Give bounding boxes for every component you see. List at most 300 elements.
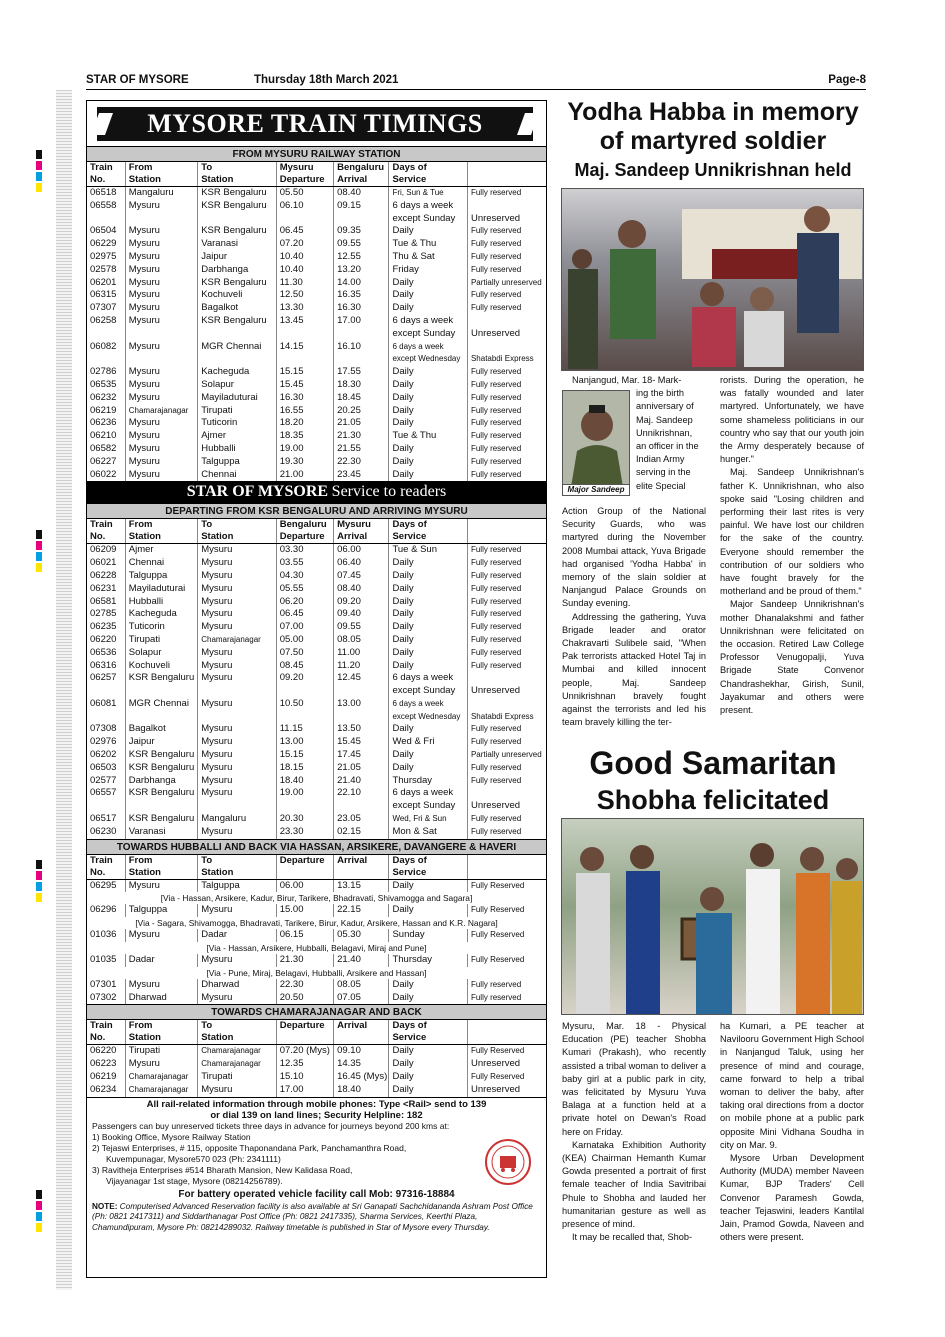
table-cell: 12.35 <box>276 1058 333 1071</box>
booking-item: 2) Tejaswi Enterprises, # 115, opposite Thaponandana Park, Panchamanthra Road, <box>92 1142 407 1153</box>
text-line: ing the birth <box>636 388 685 399</box>
route-via-text: [Via - Pune, Miraj, Belagavi, Hubballi, Arsikere and Hassan] <box>206 967 427 978</box>
table-cell: 06219 <box>90 1071 117 1083</box>
table-cell: Fully reserved <box>467 251 546 264</box>
table-cell: 05.55 <box>276 583 333 596</box>
train-row <box>87 456 546 469</box>
table-cell: Fully reserved <box>467 443 546 456</box>
felicitation-photo <box>561 818 864 1015</box>
paragraph: Major Sandeep Unnikrishnan's mother Dhanalakshmi and father Unnikrishnan were felicitated on the occasion. Retired Law College Professor Venugopalji, Yuva Brigade State Convenor Chandrashekhar, Girish, Sunil, Jayakumar and others were present. <box>720 599 864 716</box>
table-cell: 02578 <box>90 263 117 275</box>
table-cell: Unreserved <box>467 1084 546 1097</box>
table-cell: Solapur <box>125 647 197 660</box>
table-cell: Fully Reserved <box>467 879 546 892</box>
section-title: TOWARDS HUBBALLI AND BACK VIA HASSAN, ARSIKERE, DAVANGERE & HAVERI <box>87 839 546 855</box>
table-cell: 09.35 <box>334 225 389 238</box>
table-cell: Varanasi <box>125 826 197 839</box>
table-cell: 06081 <box>90 697 117 709</box>
table-cell: Daily <box>389 621 468 634</box>
table-cell: Unreserved <box>467 787 546 813</box>
table-cell: Mysuru <box>198 583 277 596</box>
table-cell: Mysuru <box>125 302 197 315</box>
table-cell: 18.40 <box>276 775 333 788</box>
table-cell: Chennai <box>198 469 277 482</box>
table-cell: 02975 <box>90 250 117 262</box>
table-cell: 21.00 <box>276 469 333 482</box>
table-cell: 08.45 <box>276 660 333 673</box>
column-header: Days of Service <box>389 162 468 187</box>
timetable-from-mysuru <box>87 162 546 481</box>
table-cell: 10.50 <box>276 698 333 724</box>
table-cell: 21.05 <box>334 417 389 430</box>
table-cell: 07.50 <box>276 647 333 660</box>
table-cell: Fully reserved <box>467 379 546 392</box>
table-cell: 07.20 <box>276 238 333 251</box>
table-cell: Shatabdi Express <box>467 341 546 367</box>
table-cell: 21.40 <box>334 775 389 788</box>
train-row <box>87 879 546 892</box>
column-header <box>467 855 546 880</box>
table-cell: 02976 <box>90 736 117 748</box>
table-cell: Fully reserved <box>467 417 546 430</box>
column-header: Bengaluru Departure <box>276 519 333 544</box>
table-cell: Fully Reserved <box>467 929 546 942</box>
table-cell: Mysuru <box>125 979 197 992</box>
table-cell: Fully reserved <box>467 596 546 609</box>
table-cell: Mysuru <box>125 879 197 892</box>
table-cell: Daily <box>389 1071 468 1084</box>
train-row <box>87 1058 546 1071</box>
train-row <box>87 570 546 583</box>
table-cell: 06202 <box>90 749 117 761</box>
table-cell: Fully reserved <box>467 621 546 634</box>
table-cell: Fully reserved <box>467 570 546 583</box>
table-cell: Chamarajanagar <box>125 405 197 418</box>
table-cell: Daily <box>389 417 468 430</box>
train-row <box>87 302 546 315</box>
portrait-caption: Major Sandeep <box>562 484 630 496</box>
table-cell: Daily <box>389 443 468 456</box>
table-cell: 06228 <box>90 569 117 581</box>
table-cell: 09.55 <box>334 621 389 634</box>
paragraph: Maj. Sandeep Unnikrishnan's father K. Unnikrishnan, who also spoke said "Losing children and performing their last rites is very painful. We have lost our children for the sake of the country. Everyone should remember the contribution of our soldiers who have fought bravely for the motherland and be proud of them." <box>720 467 864 597</box>
table-cell: 14.35 <box>334 1058 389 1071</box>
train-row <box>87 264 546 277</box>
train-row <box>87 366 546 379</box>
color-registration-marks <box>36 150 42 192</box>
table-cell: Thursday <box>389 954 468 967</box>
table-cell: Fully reserved <box>467 608 546 621</box>
timetable-title: MYSORE TRAIN TIMINGS <box>97 107 533 141</box>
train-row <box>87 826 546 839</box>
table-cell: Fully reserved <box>467 469 546 482</box>
table-cell: 05.50 <box>276 187 333 200</box>
table-cell: Mon & Sat <box>389 826 468 839</box>
table-cell: 06231 <box>90 582 117 594</box>
timetable-banner <box>87 101 546 146</box>
train-row <box>87 698 546 724</box>
train-row <box>87 762 546 775</box>
table-cell: Unreserved <box>467 315 546 341</box>
table-cell: Mysuru <box>198 698 277 724</box>
table-cell: Mysuru <box>125 417 197 430</box>
table-cell: Mysuru <box>125 392 197 405</box>
headline-line: of martyred soldier <box>599 127 827 155</box>
train-row <box>87 749 546 762</box>
table-cell: Daily <box>389 392 468 405</box>
table-cell: 06535 <box>90 378 117 390</box>
table-cell: 06.45 <box>276 608 333 621</box>
route-via-text: [Via - Sagara, Shivamogga, Bhadravati, Tarikere, Birur, Kadur, Arsikere, Hassan and K.R. Nagara] <box>135 918 498 929</box>
table-cell: 02577 <box>90 774 117 786</box>
table-cell: 13.00 <box>334 698 389 724</box>
train-row <box>87 904 546 917</box>
table-cell: Daily <box>389 608 468 621</box>
table-cell: 06315 <box>90 289 117 301</box>
table-cell: 12.50 <box>276 289 333 302</box>
table-cell: 06536 <box>90 646 117 658</box>
table-cell: 19.00 <box>276 787 333 813</box>
table-cell: Fully reserved <box>467 647 546 660</box>
table-cell: Daily <box>389 992 468 1005</box>
table-cell: Tirupati <box>125 1045 197 1058</box>
table-cell: Talguppa <box>198 456 277 469</box>
section-title: TOWARDS CHAMARAJANAGAR AND BACK <box>87 1004 546 1020</box>
paper-name: STAR OF MYSORE <box>86 74 189 86</box>
column-header: Bengaluru Arrival <box>334 162 389 187</box>
table-cell: 6 days a week except Wednesday <box>389 698 468 724</box>
table-cell: Partially unreserved <box>467 749 546 762</box>
table-cell: 06022 <box>90 468 117 480</box>
table-cell: 06504 <box>90 225 117 237</box>
table-cell: Mayiladuturai <box>198 392 277 405</box>
table-cell: Mysuru <box>198 723 277 736</box>
table-cell: 20.30 <box>276 813 333 826</box>
table-cell: Mysuru <box>198 660 277 673</box>
table-cell: 09.20 <box>334 596 389 609</box>
table-cell: Thursday <box>389 775 468 788</box>
table-cell: Wed, Fri & Sun <box>389 813 468 826</box>
table-cell: 17.00 <box>276 1084 333 1097</box>
timetable-footer <box>87 1097 546 1235</box>
booking-item: 1) Booking Office, Mysore Railway Station <box>92 1131 251 1142</box>
table-cell: 02.15 <box>334 826 389 839</box>
table-cell: Varanasi <box>198 238 277 251</box>
table-cell: 04.30 <box>276 570 333 583</box>
table-cell: 17.55 <box>334 366 389 379</box>
table-cell: Tuticorin <box>198 417 277 430</box>
table-cell: Tue & Thu <box>389 238 468 251</box>
table-cell: KSR Bengaluru <box>125 787 197 813</box>
timetable-chamarajanagar <box>87 1020 546 1096</box>
table-cell: Friday <box>389 264 468 277</box>
table-cell: 23.30 <box>276 826 333 839</box>
table-cell: Thu & Sat <box>389 251 468 264</box>
table-cell: Jaipur <box>198 251 277 264</box>
table-cell: Daily <box>389 469 468 482</box>
table-cell: Talguppa <box>125 570 197 583</box>
table-cell: 06.00 <box>334 544 389 557</box>
table-cell: 19.30 <box>276 456 333 469</box>
table-cell: 06210 <box>90 430 117 442</box>
column-header: From Station <box>125 519 197 544</box>
table-cell: 03.30 <box>276 544 333 557</box>
table-cell: 11.30 <box>276 277 333 290</box>
table-cell: Daily <box>389 1058 468 1071</box>
table-cell: 06082 <box>90 340 117 352</box>
train-row <box>87 596 546 609</box>
table-cell: Fully reserved <box>467 826 546 839</box>
train-row <box>87 608 546 621</box>
column-header: From Station <box>125 855 197 880</box>
table-cell: 22.15 <box>334 904 389 917</box>
table-cell: 19.00 <box>276 443 333 456</box>
table-cell: 06.15 <box>276 929 333 942</box>
table-cell: 23.45 <box>334 469 389 482</box>
table-cell: Dadar <box>198 929 277 942</box>
paragraph: Mysuru, Mar. 18 - Physical Education (PE) teacher Shobha Kumari (Prakash), who recently assisted a tribal woman to deliver a baby girl at a public park in city, was felicitated by Mysuru Yuva Balaga at a function held at a private hotel on Dewan's Road here on Friday. <box>562 1021 706 1137</box>
text-line: elite Special <box>636 480 686 491</box>
text-line: anniversary of <box>636 401 694 412</box>
table-cell: Mysuru <box>125 443 197 456</box>
table-cell: 16.10 <box>334 341 389 367</box>
table-cell: Chamarajanagar <box>125 1084 197 1097</box>
column-header: Train No. <box>87 519 125 544</box>
table-cell: Mysuru <box>198 736 277 749</box>
table-cell: Mysuru <box>198 954 277 967</box>
train-row <box>87 277 546 290</box>
table-cell: 06557 <box>90 787 117 799</box>
table-cell: 08.05 <box>334 979 389 992</box>
route-via <box>87 967 546 979</box>
table-cell: Wed & Fri <box>389 736 468 749</box>
table-cell: 08.05 <box>334 634 389 647</box>
table-cell: Mysuru <box>198 672 277 698</box>
column-header: Days of Service <box>389 519 468 544</box>
table-cell: Mysuru <box>125 277 197 290</box>
paragraph: Karnataka Exhibition Authority (KEA) Chairman Hemanth Kumar Gowda presented a portrait of first female teacher of India Savitribai Phule to Shobha and lauded her humanitarian gesture as well as presence of mind. <box>562 1139 706 1230</box>
table-cell: 06558 <box>90 199 117 211</box>
table-cell: KSR Bengaluru <box>125 813 197 826</box>
train-row <box>87 621 546 634</box>
table-cell: Unreserved <box>467 672 546 698</box>
table-cell: Fully reserved <box>467 238 546 251</box>
route-via-text: [Via - Hassan, Arsikere, Kadur, Birur, Tarikere, Bhadravati, Shivamogga and Sagara] <box>160 893 473 904</box>
table-cell: Mysuru <box>198 608 277 621</box>
table-cell: 06.40 <box>334 557 389 570</box>
paragraph: rorists. During the operation, he was fatally wounded and later martyred. Unfortunately, we have some shameless politicians in our country who say that our youth join the Army desperately because of hunger." <box>720 375 864 465</box>
table-cell: 13.15 <box>334 879 389 892</box>
portrait-photo <box>562 390 630 486</box>
table-cell: 23.05 <box>334 813 389 826</box>
train-row <box>87 200 546 226</box>
table-cell: 21.30 <box>276 954 333 967</box>
table-cell: Fully Reserved <box>467 1045 546 1058</box>
headline-line: Yodha Habba in memory <box>567 98 859 126</box>
table-cell: 15.45 <box>334 736 389 749</box>
table-cell: Daily <box>389 596 468 609</box>
route-via <box>87 892 546 904</box>
table-cell: 06296 <box>90 904 117 916</box>
table-cell: Fully reserved <box>467 723 546 736</box>
table-cell: 07301 <box>90 978 117 990</box>
table-cell: Mysuru <box>198 596 277 609</box>
table-cell: 06581 <box>90 595 117 607</box>
story1-subhead: Maj. Sandeep Unnikrishnan held <box>574 160 852 180</box>
train-row <box>87 315 546 341</box>
footer-line: Passengers can buy unreserved tickets three days in advance for journeys beyond 200 kms at: <box>92 1120 450 1131</box>
table-cell: Tirupati <box>198 405 277 418</box>
train-row <box>87 392 546 405</box>
table-cell: Tirupati <box>125 634 197 647</box>
table-cell: Daily <box>389 979 468 992</box>
table-cell: 06517 <box>90 813 117 825</box>
portrait-art <box>563 391 630 486</box>
booking-item: Kuvempunagar, Mysore570 023 (Ph: 2341111) <box>106 1153 281 1164</box>
table-cell: 14.00 <box>334 277 389 290</box>
paragraph: Action Group of the National Security Guards, who was martyred during the November 2008 Mumbai attack, Yuva Brigade had organised 'Yodha Habba' in memory of the slain soldier at Nanjangud Palace Grounds on Sunday evening. <box>562 506 706 609</box>
train-row <box>87 238 546 251</box>
table-cell: Fully reserved <box>467 392 546 405</box>
train-row <box>87 647 546 660</box>
table-cell: 07308 <box>90 723 117 735</box>
table-cell: Mysuru <box>125 366 197 379</box>
table-cell: Mysuru <box>125 315 197 341</box>
table-cell: Daily <box>389 723 468 736</box>
footer-line: All rail-related information through mobile phones: Type <Rail> send to 139 <box>146 1098 487 1110</box>
table-cell: 16.45 (Mys) <box>334 1071 389 1084</box>
table-cell: Mysuru <box>198 904 277 917</box>
table-cell: Fully reserved <box>467 762 546 775</box>
table-cell: Chamarajanagar <box>125 1071 197 1084</box>
felicitation-photo-art <box>562 819 864 1015</box>
table-cell: Fully reserved <box>467 736 546 749</box>
column-header: From Station <box>125 1020 197 1045</box>
table-cell: 15.00 <box>276 904 333 917</box>
table-cell: Daily <box>389 1045 468 1058</box>
table-cell: Fully reserved <box>467 456 546 469</box>
column-header: To Station <box>198 1020 277 1045</box>
table-cell: 06201 <box>90 276 117 288</box>
table-cell: Fully reserved <box>467 557 546 570</box>
table-cell: Fully reserved <box>467 813 546 826</box>
table-cell: 06.00 <box>276 879 333 892</box>
table-cell: 6 days a week except Sunday <box>389 200 468 226</box>
table-cell: Daily <box>389 366 468 379</box>
table-cell: Chamarajanagar <box>198 1045 277 1058</box>
star-of-mysore-service-bar <box>87 481 546 503</box>
table-cell: 05.00 <box>276 634 333 647</box>
table-cell: Mysuru <box>198 787 277 813</box>
table-cell: 16.30 <box>334 302 389 315</box>
table-cell: Daily <box>389 647 468 660</box>
table-cell: Dharwad <box>125 992 197 1005</box>
table-cell: Fully reserved <box>467 405 546 418</box>
table-cell: 6 days a week except Wednesday <box>389 341 468 367</box>
table-cell: Kochuveli <box>198 289 277 302</box>
table-cell: Tue & Thu <box>389 430 468 443</box>
table-cell: Darbhanga <box>198 264 277 277</box>
table-cell: Hubballi <box>125 596 197 609</box>
table-cell: KSR Bengaluru <box>125 672 197 698</box>
table-cell: Mysuru <box>198 544 277 557</box>
color-registration-marks <box>36 530 42 572</box>
table-cell: 21.40 <box>334 954 389 967</box>
table-cell: Mysuru <box>198 647 277 660</box>
table-cell: 18.20 <box>276 417 333 430</box>
train-row <box>87 557 546 570</box>
table-cell: 20.50 <box>276 992 333 1005</box>
table-cell: KSR Bengaluru <box>198 187 277 200</box>
table-cell: Daily <box>389 1084 468 1097</box>
table-cell: Mysuru <box>198 826 277 839</box>
note-label: NOTE: <box>92 1201 118 1211</box>
train-row <box>87 405 546 418</box>
column-header: To Station <box>198 519 277 544</box>
table-cell: 01036 <box>90 929 117 941</box>
story2-column2 <box>720 1020 864 1244</box>
table-cell: Fully reserved <box>467 302 546 315</box>
table-cell: 06021 <box>90 557 117 569</box>
table-cell: 06220 <box>90 633 117 645</box>
train-row <box>87 723 546 736</box>
table-cell: Mysuru <box>198 762 277 775</box>
table-cell: Fully reserved <box>467 187 546 200</box>
column-header: From Station <box>125 162 197 187</box>
train-row <box>87 1045 546 1058</box>
table-cell: Daily <box>389 302 468 315</box>
route-via <box>87 917 546 929</box>
table-cell: KSR Bengaluru <box>198 315 277 341</box>
table-cell: 06236 <box>90 417 117 429</box>
table-cell: 21.55 <box>334 443 389 456</box>
section-title: FROM MYSURU RAILWAY STATION <box>87 146 546 162</box>
table-cell: Bagalkot <box>198 302 277 315</box>
text-line: an officer in the <box>636 441 699 452</box>
table-cell: 15.15 <box>276 366 333 379</box>
table-cell: 06295 <box>90 879 117 891</box>
paragraph: ha Kumari, a PE teacher at Navilooru Government High School in Nanjangud Taluk, using her presence of mind and courage, came forward to help a tribal woman to deliver the baby, after taking oral directions from a doctor on mobile phone at a public park opposite Mini Vidhana Soudha in city on Mar. 9. <box>720 1021 865 1150</box>
table-cell: Mysuru <box>125 1058 197 1071</box>
table-cell: 16.35 <box>334 289 389 302</box>
brand-name: STAR OF MYSORE <box>186 483 329 501</box>
table-cell: 06316 <box>90 659 117 671</box>
timetable-from-bengaluru <box>87 519 546 838</box>
column-header: To Station <box>198 162 277 187</box>
table-cell: Daily <box>389 456 468 469</box>
table-cell: Unreserved <box>467 200 546 226</box>
table-cell: 6 days a week except Sunday <box>389 315 468 341</box>
table-cell: 18.30 <box>334 379 389 392</box>
table-cell: 18.40 <box>334 1084 389 1097</box>
table-cell: 09.20 <box>276 672 333 698</box>
table-cell: 02786 <box>90 366 117 378</box>
table-cell: Fully Reserved <box>467 904 546 917</box>
table-cell: Fully reserved <box>467 366 546 379</box>
note-text: Computerised Advanced Reservation facility is also available at Sri Ganapati Sachchidananda Ashram Post Office (Ph: 0821 2417311) and Siddarthanagar Post Office (Ph: 0821 2417335), Sharma Services, Keerthi Plaza, Chamundipuram, Mysore Ph: 08214289032. Railway timetable is published in Star of Mysore every Thursday. <box>92 1201 533 1232</box>
table-cell: Mysuru <box>125 251 197 264</box>
table-cell: 16.30 <box>276 392 333 405</box>
train-timetable <box>86 100 547 1278</box>
table-cell: 17.45 <box>334 749 389 762</box>
table-cell: 06220 <box>90 1045 117 1057</box>
table-cell: Mysuru <box>125 264 197 277</box>
table-cell: 09.55 <box>334 238 389 251</box>
table-cell: Fri, Sun & Tue <box>389 187 468 200</box>
table-cell: Partially unreserved <box>467 277 546 290</box>
table-cell: Mysuru <box>125 456 197 469</box>
table-cell: Mysuru <box>125 238 197 251</box>
